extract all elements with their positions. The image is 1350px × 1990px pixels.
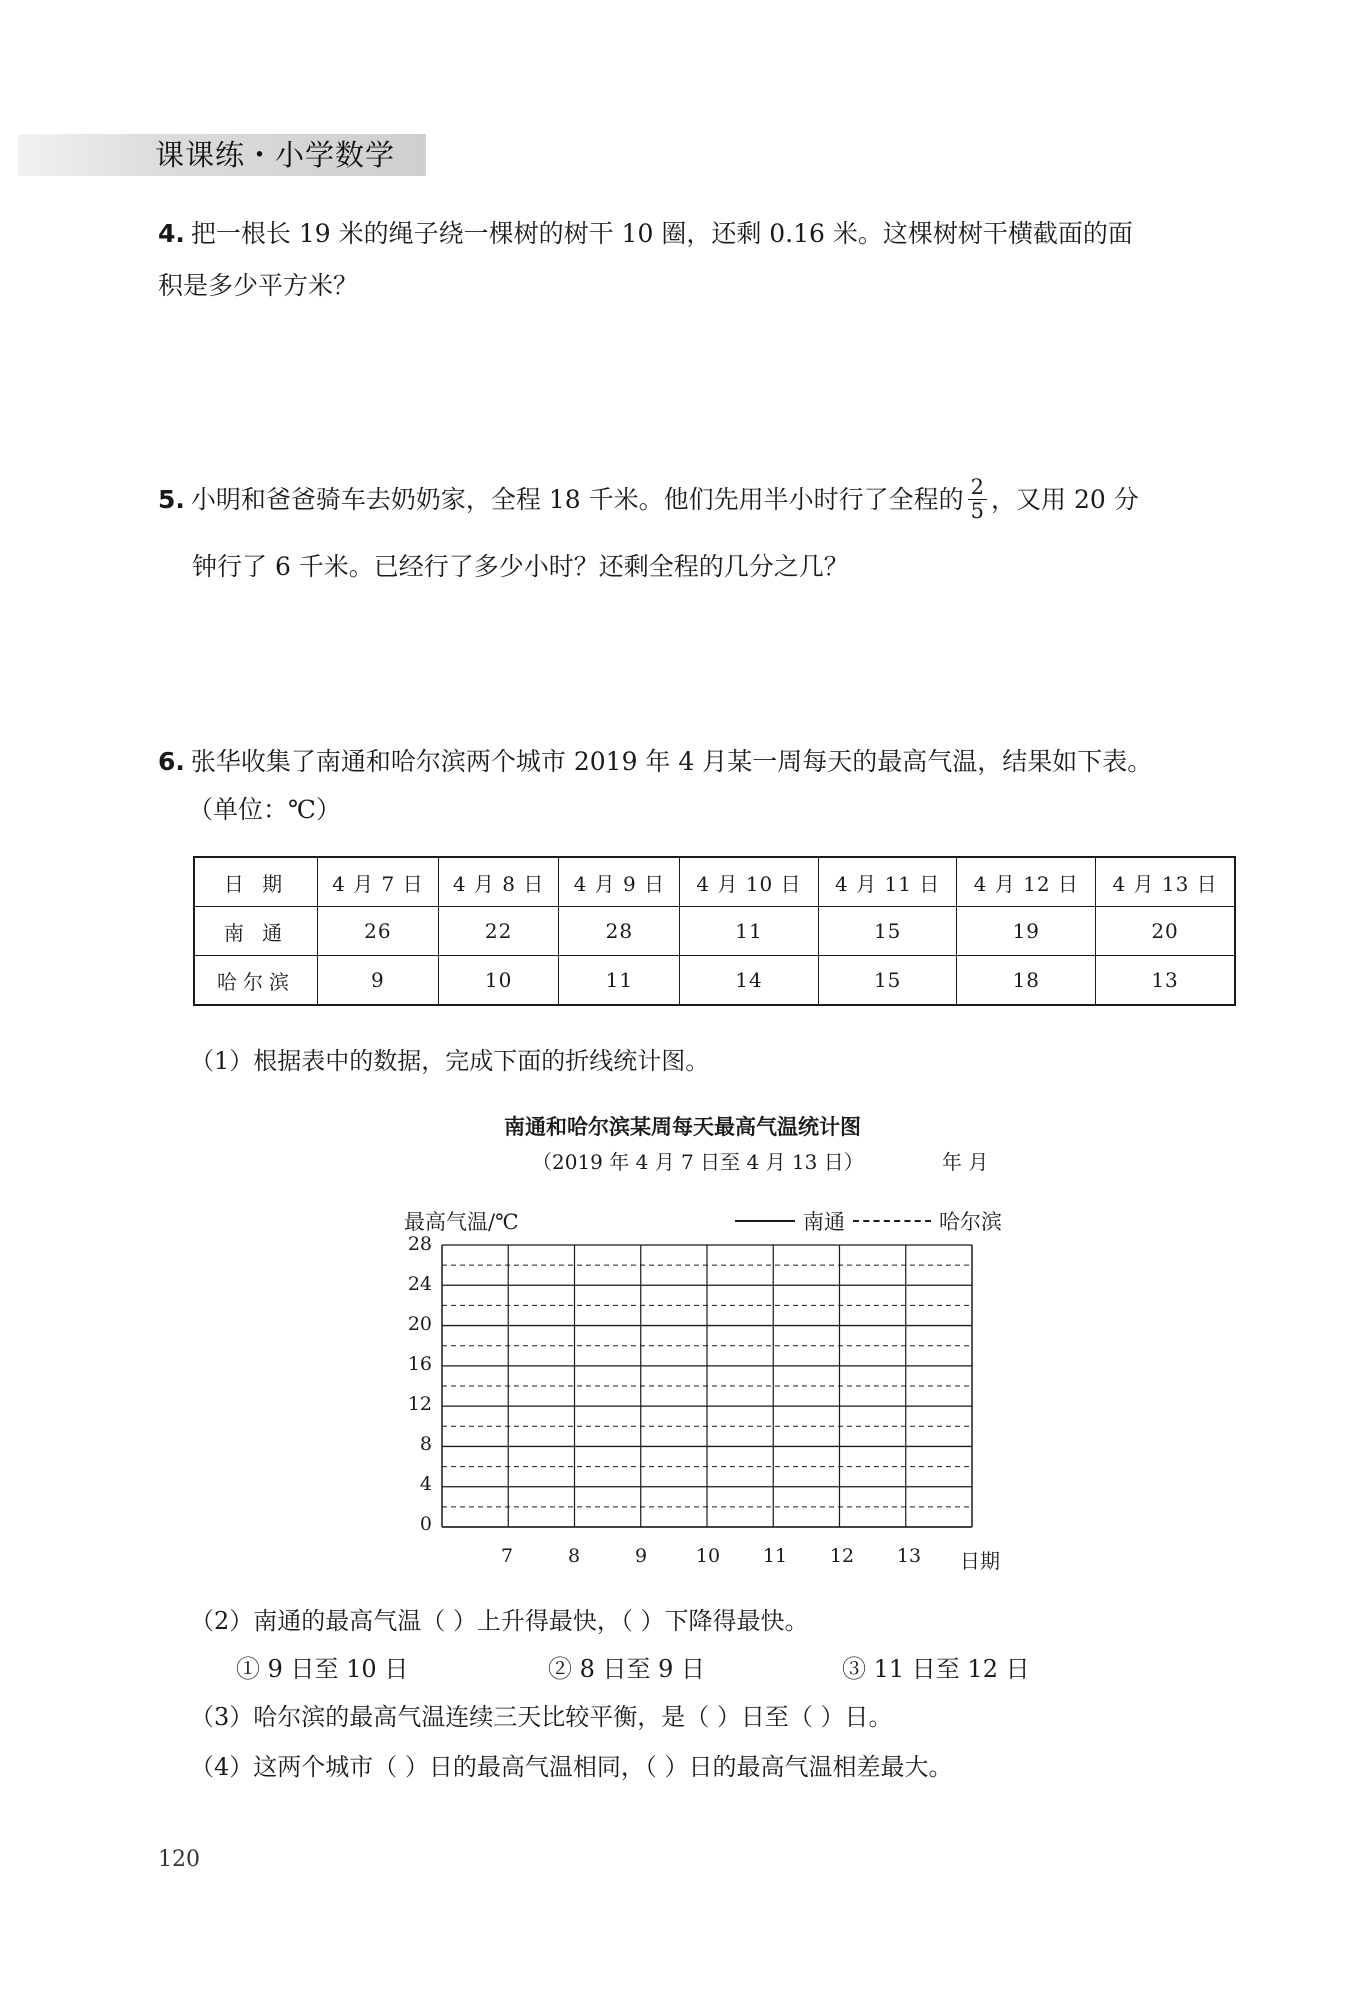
table-cell: 9 xyxy=(318,956,439,1006)
x-tick-label: 8 xyxy=(567,1545,581,1567)
y-tick-label: 20 xyxy=(407,1313,432,1335)
legend-label-nantong: 南通 xyxy=(803,1210,845,1234)
fraction-denominator: 5 xyxy=(970,499,984,523)
y-axis-label: 最高气温/℃ xyxy=(404,1210,519,1234)
table-header-cell: 4 月 7 日 xyxy=(318,857,439,907)
question-number: 5. xyxy=(158,484,185,514)
option-1: ① 9 日至 10 日 xyxy=(236,1655,409,1683)
row-label: 南 通 xyxy=(194,907,318,956)
y-tick-label: 16 xyxy=(407,1353,432,1375)
book-title: 课课练・小学数学 xyxy=(155,138,396,172)
chart-subtitle: （2019 年 4 月 7 日至 4 月 13 日） xyxy=(532,1150,864,1174)
fraction-numerator: 2 xyxy=(968,476,987,500)
sub-question-3: （3）哈尔滨的最高气温连续三天比较平衡，是（ ）日至（ ）日。 xyxy=(190,1703,893,1731)
x-tick-label: 10 xyxy=(695,1545,721,1567)
table-header-cell: 日 期 xyxy=(194,857,318,907)
x-tick-label: 11 xyxy=(762,1545,788,1567)
x-tick-label: 9 xyxy=(634,1545,648,1567)
y-tick-label: 0 xyxy=(419,1513,432,1535)
sub-question-2: （2）南通的最高气温（ ）上升得最快，（ ）下降得最快。 xyxy=(190,1607,809,1635)
table-cell: 13 xyxy=(1096,956,1235,1006)
x-tick-label: 7 xyxy=(500,1545,514,1567)
table-header-cell: 4 月 10 日 xyxy=(680,857,819,907)
table-cell: 15 xyxy=(818,907,957,956)
x-tick-label: 13 xyxy=(896,1545,922,1567)
question-text: 钟行了 6 千米。已经行了多少小时？还剩全程的几分之几？ xyxy=(192,552,849,581)
y-tick-label: 12 xyxy=(407,1393,432,1415)
question-text: 张华收集了南通和哈尔滨两个城市 2019 年 4 月某一周每天的最高气温，结果如下表。 xyxy=(190,747,1153,776)
question-text: 小明和爸爸骑车去奶奶家，全程 18 千米。他们先用半小时行了全程的 xyxy=(190,484,964,514)
table-cell: 19 xyxy=(957,907,1096,956)
x-axis-label: 日期 xyxy=(960,1549,1000,1573)
option-2: ② 8 日至 9 日 xyxy=(548,1655,706,1683)
sub-question-1: （1）根据表中的数据，完成下面的折线统计图。 xyxy=(190,1047,710,1075)
table-cell: 20 xyxy=(1096,907,1235,956)
row-label: 哈尔滨 xyxy=(194,956,318,1006)
y-tick-label: 4 xyxy=(419,1473,432,1495)
table-header-cell: 4 月 13 日 xyxy=(1096,857,1235,907)
table-header-cell: 4 月 9 日 xyxy=(559,857,680,907)
x-tick-label: 12 xyxy=(829,1545,855,1567)
y-tick-label: 24 xyxy=(407,1273,432,1295)
table-cell: 14 xyxy=(680,956,819,1006)
question-text: 把一根长 19 米的绳子绕一棵树的树干 10 圈，还剩 0.16 米。这棵树树干横截面的面 xyxy=(190,219,1133,248)
sub-question-4: （4）这两个城市（ ）日的最高气温相同，（ ）日的最高气温相差最大。 xyxy=(190,1753,953,1781)
table-cell: 18 xyxy=(957,956,1096,1006)
question-text: 积是多少平方米？ xyxy=(158,271,359,300)
y-tick-label: 8 xyxy=(419,1433,432,1455)
table-header-cell: 4 月 11 日 xyxy=(818,857,957,907)
question-number: 4. xyxy=(158,219,185,248)
table-cell: 11 xyxy=(559,956,680,1006)
question-text: ，又用 20 分 xyxy=(991,484,1139,514)
option-3: ③ 11 日至 12 日 xyxy=(842,1655,1030,1683)
table-cell: 15 xyxy=(818,956,957,1006)
legend-label-harbin: 哈尔滨 xyxy=(939,1210,1002,1234)
question-number: 6. xyxy=(158,747,185,776)
table-cell: 28 xyxy=(559,907,680,956)
table-cell: 10 xyxy=(438,956,559,1006)
y-tick-label: 28 xyxy=(407,1233,432,1255)
chart-title: 南通和哈尔滨某周每天最高气温统计图 xyxy=(504,1115,861,1139)
chart-date-blank: 年 月 xyxy=(942,1150,989,1174)
unit-note: （单位：℃） xyxy=(188,795,341,824)
table-cell: 11 xyxy=(680,907,819,956)
table-cell: 26 xyxy=(318,907,439,956)
table-header-cell: 4 月 8 日 xyxy=(438,857,559,907)
table-cell: 22 xyxy=(438,907,559,956)
table-header-cell: 4 月 12 日 xyxy=(957,857,1096,907)
page-number: 120 xyxy=(158,1847,200,1872)
